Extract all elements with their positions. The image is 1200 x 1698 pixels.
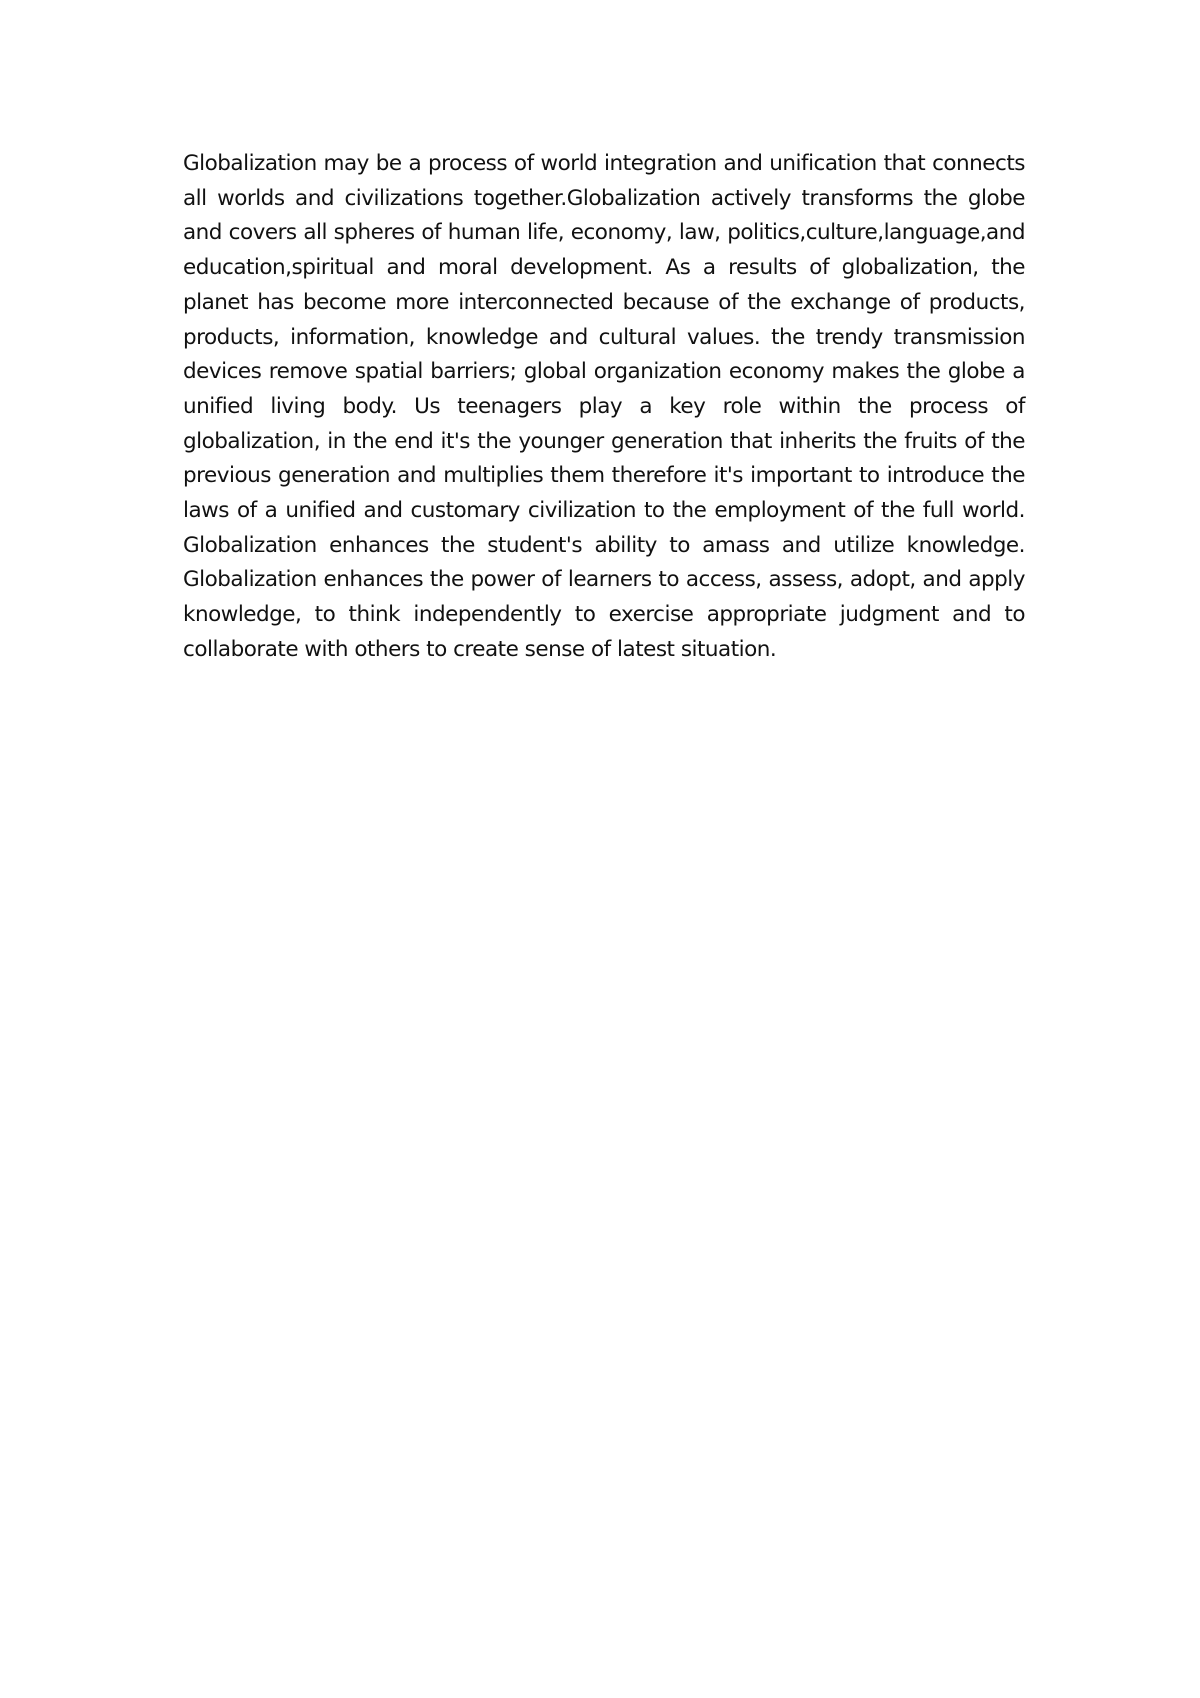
- body-paragraph: Globalization may be a process of world integration and unification that connects all worlds and civilizations together.Globalization actively transforms the globe and covers all spheres of human life, economy, law, politics,culture,language,and education,spiritual and moral development. As a results of globalization, the planet has become more interconnected because of the exchange of products, products, information, knowledge and cultural values. the trendy transmission devices remove spatial barriers; global organization economy makes the globe a unified living body. Us teenagers play a key role within the process of globalization, in the end it's the younger generation that inherits the fruits of the previous generation and multiplies them therefore it's important to introduce the laws of a unified and customary civilization to the employment of the full world. Globalization enhances the student's ability to amass and utilize knowledge. Globalization enhances the power of learners to access, assess, adopt, and apply knowledge, to think independently to exercise appropriate judgment and to collaborate with others to create sense of latest situation.: [183, 151, 1025, 662]
